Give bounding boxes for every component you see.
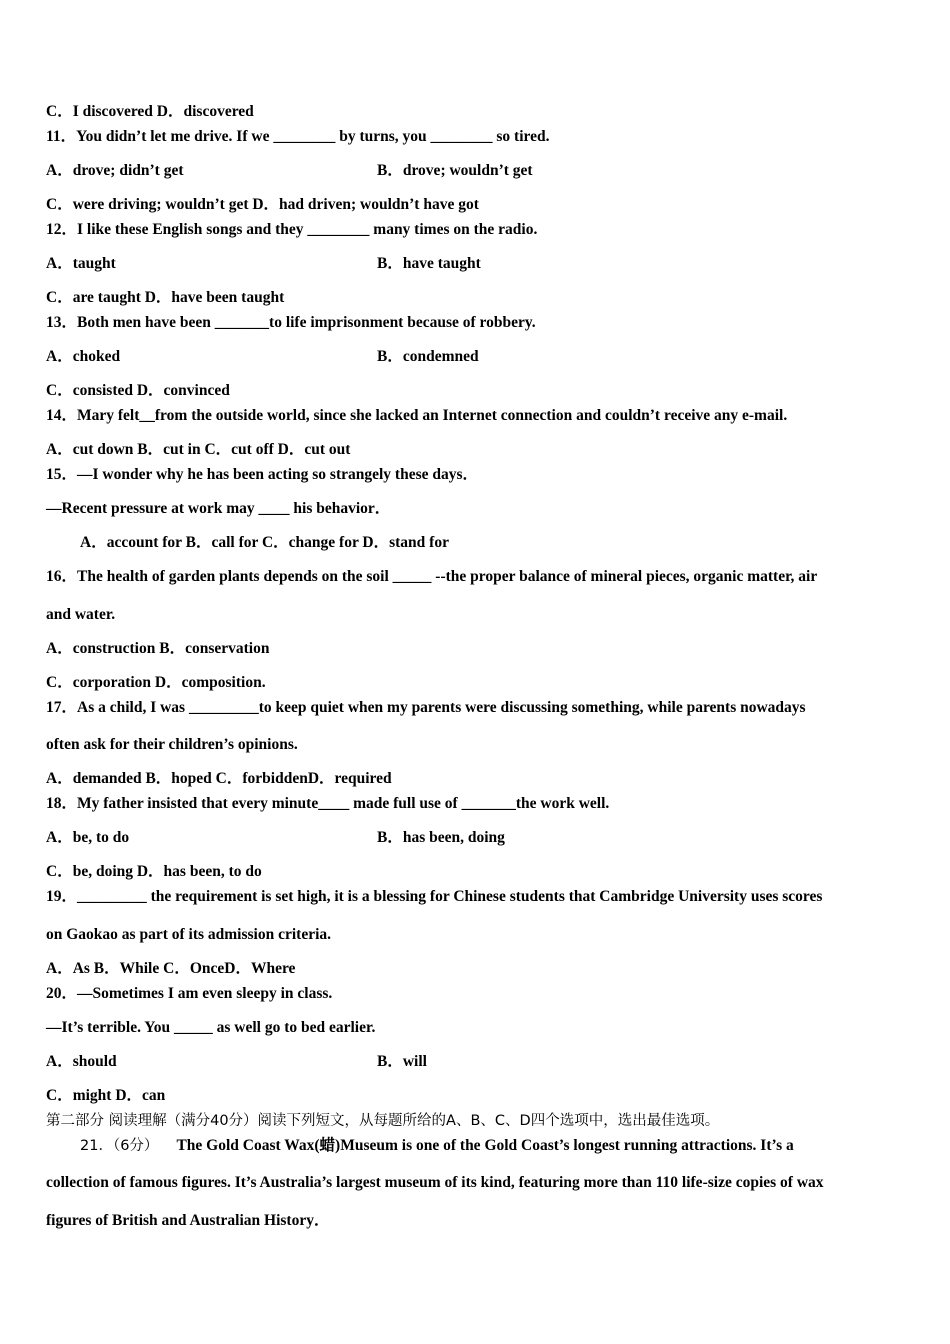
q12-options-cd: C．are taught D．have been taught (46, 289, 285, 306)
q20-option-b: B．will (377, 1053, 427, 1070)
q21-number: 21．（6分） (80, 1138, 159, 1154)
q19-options: A．As B．While C．OnceD．Where (46, 960, 296, 977)
q20-stem: 20．—Sometimes I am even sleepy in class. (46, 985, 333, 1002)
q13-stem: 13．Both men have been _______to life imprisonment because of robbery. (46, 314, 536, 331)
q19-stem-cont: on Gaokao as part of its admission criteria. (46, 926, 332, 943)
q16-options-cd: C．corporation D．composition. (46, 674, 266, 691)
q15-response: —Recent pressure at work may ____ his behavior． (46, 500, 391, 517)
q16-stem-cont: and water. (46, 606, 116, 623)
q15-stem: 15．—I wonder why he has been acting so strangely these days． (46, 466, 479, 483)
q21-first-line (80, 1136, 794, 1156)
q21-passage-line-3: figures of British and Australian History． (46, 1212, 330, 1229)
q20-options-cd: C．might D．can (46, 1087, 166, 1104)
q12-stem: 12．I like these English songs and they ________ many times on the radio. (46, 221, 538, 238)
q11-stem: 11．You didn’t let me drive. If we ________ by turns, you ________ so tired. (46, 128, 550, 145)
q21-passage-line-2: collection of famous figures. It’s Australia’s largest museum of its kind, featuring more than 110 life-size copies of wax (46, 1174, 824, 1191)
part-two-heading: 第二部分 阅读理解（满分40分）阅读下列短文，从每题所给的A、B、C、D四个选项中，选出最佳选项。 (46, 1113, 720, 1129)
q18-option-b: B．has been, doing (377, 829, 505, 846)
q11-option-b: B．drove; wouldn’t get (377, 162, 533, 179)
q15-options: A．account for B．call for C．change for D．stand for (80, 534, 449, 551)
q16-stem: 16．The health of garden plants depends on the soil _____ --the proper balance of mineral pieces, organic matter, air (46, 568, 818, 585)
q11-option-a: A．drove; didn’t get (46, 162, 184, 179)
q18-stem: 18．My father insisted that every minute____ made full use of _______the work well. (46, 795, 610, 812)
q20-response: —It’s terrible. You _____ as well go to bed earlier. (46, 1019, 376, 1036)
q12-option-a: A．taught (46, 255, 116, 272)
q17-stem: 17．As a child, I was _________to keep quiet when my parents were discussing something, while parents nowadays (46, 699, 806, 716)
q21-passage-text: The Gold Coast Wax(蜡)Museum is one of the Gold Coast’s longest running attractions. It’s a (176, 1137, 794, 1154)
q12-option-b: B．have taught (377, 255, 481, 272)
q18-options-cd: C．be, doing D．has been, to do (46, 863, 262, 880)
q13-option-a: A．choked (46, 348, 121, 365)
q13-option-b: B．condemned (377, 348, 479, 365)
q10-options-cd: C．I discovered D．discovered (46, 103, 254, 120)
q16-options-ab: A．construction B．conservation (46, 640, 270, 657)
q20-option-a: A．should (46, 1053, 117, 1070)
q14-options: A．cut down B．cut in C．cut off D．cut out (46, 441, 351, 458)
q17-options: A．demanded B．hoped C．forbiddenD．required (46, 770, 392, 787)
q18-option-a: A．be, to do (46, 829, 130, 846)
q14-stem: 14．Mary felt__from the outside world, since she lacked an Internet connection and couldn’t receive any e-mail. (46, 407, 788, 424)
q17-stem-cont: often ask for their children’s opinions. (46, 736, 298, 753)
q11-options-cd: C．were driving; wouldn’t get D．had driven; wouldn’t have got (46, 196, 479, 213)
q19-stem: 19．_________ the requirement is set high, it is a blessing for Chinese students that Cambridge University uses scores (46, 888, 823, 905)
q13-options-cd: C．consisted D．convinced (46, 382, 230, 399)
